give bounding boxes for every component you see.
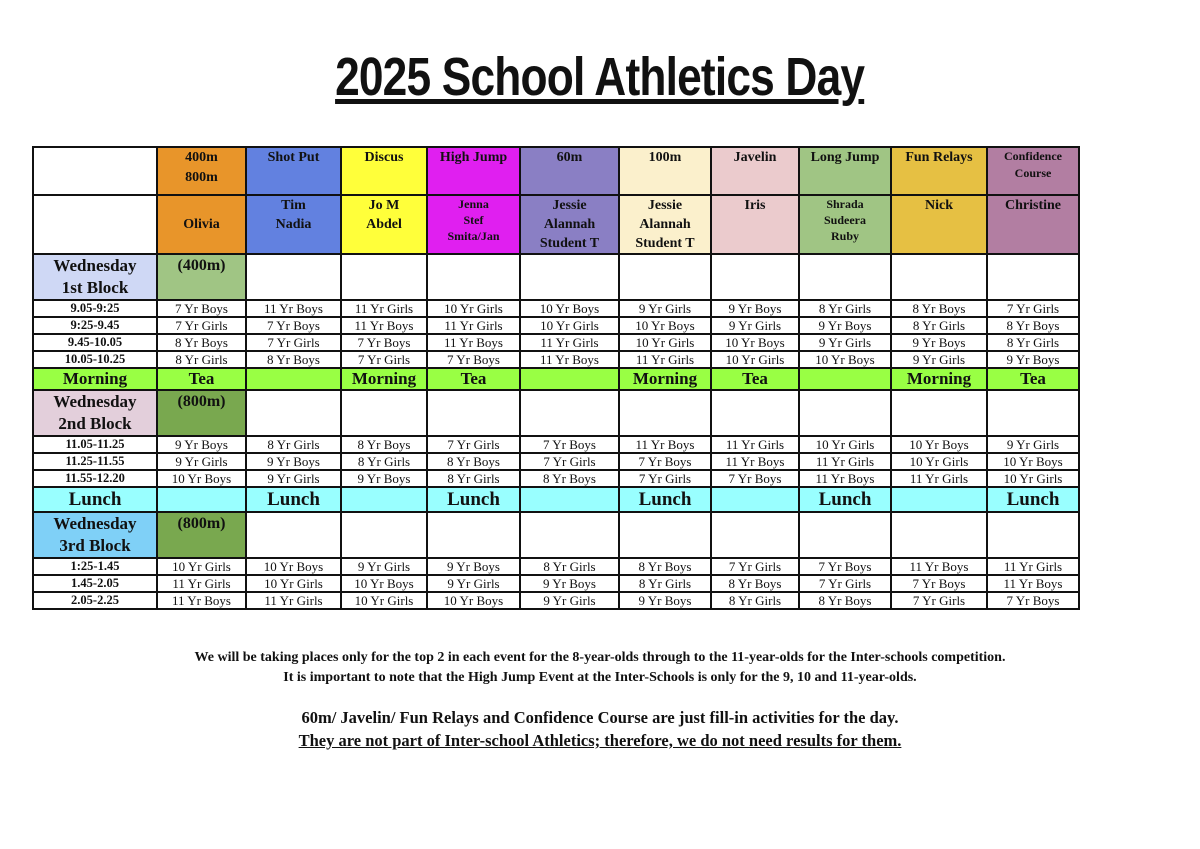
slot-group: 11 Yr Boys [157, 592, 246, 609]
slot-group: 7 Yr Boys [891, 575, 987, 592]
lunch-row [33, 487, 1079, 512]
morning-tea-cell: Tea [987, 368, 1079, 390]
note-line-2: It is important to note that the High Jump Event at the Inter-Schools is only for the 9, 10 and 11-year-olds. [283, 670, 917, 685]
empty-cell [246, 254, 341, 300]
empty-cell [341, 254, 427, 300]
empty-cell [427, 512, 520, 558]
slot-group: 11 Yr Boys [619, 436, 711, 453]
time-slot-row [33, 334, 1079, 351]
empty-cell [619, 254, 711, 300]
lunch-cell [891, 487, 987, 512]
block-header-row [33, 390, 1079, 436]
slot-group: 11 Yr Girls [619, 351, 711, 368]
slot-group: 10 Yr Boys [341, 575, 427, 592]
slot-group: 7 Yr Girls [341, 351, 427, 368]
slot-time: 9.45-10.05 [33, 334, 157, 351]
slot-group: 7 Yr Boys [246, 317, 341, 334]
empty-cell [711, 254, 799, 300]
slot-group: 10 Yr Boys [711, 334, 799, 351]
empty-cell [891, 254, 987, 300]
title-text: 2025 School Athletics Day [335, 47, 865, 107]
event-staff: Jenna Stef Smita/Jan [427, 195, 520, 254]
event-name: Javelin [711, 147, 799, 195]
empty-cell [246, 390, 341, 436]
block-label: Wednesday 2nd Block [33, 390, 157, 436]
slot-group: 9 Yr Boys [246, 453, 341, 470]
empty-cell [520, 390, 619, 436]
event-staff: Olivia [157, 195, 246, 254]
empty-cell [246, 512, 341, 558]
slot-group: 9 Yr Boys [891, 334, 987, 351]
slot-group: 8 Yr Boys [157, 334, 246, 351]
slot-group: 8 Yr Boys [711, 575, 799, 592]
slot-group: 7 Yr Girls [799, 575, 891, 592]
slot-group: 9 Yr Girls [157, 453, 246, 470]
slot-time: 2.05-2.25 [33, 592, 157, 609]
event-name: Fun Relays [891, 147, 987, 195]
slot-group: 8 Yr Girls [891, 317, 987, 334]
slot-group: 11 Yr Boys [341, 317, 427, 334]
slot-group: 10 Yr Girls [157, 558, 246, 575]
morning-tea-cell: Tea [427, 368, 520, 390]
event-staff: Jessie Alannah Student T [520, 195, 619, 254]
slot-group: 9 Yr Girls [799, 334, 891, 351]
slot-group: 10 Yr Girls [987, 470, 1079, 487]
event-header-row [33, 147, 1079, 195]
time-slot-row [33, 592, 1079, 609]
race-label: (800m) [157, 512, 246, 558]
time-slot-row [33, 317, 1079, 334]
event-staff: Nick [891, 195, 987, 254]
slot-group: 10 Yr Girls [341, 592, 427, 609]
slot-group: 7 Yr Boys [427, 351, 520, 368]
empty-cell [799, 390, 891, 436]
time-slot-row [33, 470, 1079, 487]
slot-group: 11 Yr Girls [891, 470, 987, 487]
slot-group: 10 Yr Girls [619, 334, 711, 351]
lunch-cell [157, 487, 246, 512]
event-staff: Christine [987, 195, 1079, 254]
lunch-cell: Lunch [427, 487, 520, 512]
slot-group: 9 Yr Boys [711, 300, 799, 317]
event-name: Long Jump [799, 147, 891, 195]
slot-group: 9 Yr Girls [711, 317, 799, 334]
slot-group: 9 Yr Boys [799, 317, 891, 334]
slot-group: 8 Yr Girls [157, 351, 246, 368]
empty-cell [341, 390, 427, 436]
slot-group: 7 Yr Girls [619, 470, 711, 487]
slot-group: 9 Yr Boys [619, 592, 711, 609]
race-label: (400m) [157, 254, 246, 300]
morning-tea-cell: Morning [891, 368, 987, 390]
slot-group: 8 Yr Girls [341, 453, 427, 470]
slot-group: 9 Yr Girls [520, 592, 619, 609]
event-staff: Iris [711, 195, 799, 254]
slot-group: 8 Yr Boys [341, 436, 427, 453]
empty-cell [891, 390, 987, 436]
slot-group: 11 Yr Boys [711, 453, 799, 470]
slot-group: 11 Yr Girls [711, 436, 799, 453]
note-line-4: They are not part of Inter-school Athletics; therefore, we do not need results for them. [298, 731, 902, 750]
slot-group: 9 Yr Girls [987, 436, 1079, 453]
event-name: Shot Put [246, 147, 341, 195]
slot-group: 8 Yr Boys [520, 470, 619, 487]
time-slot-row [33, 300, 1079, 317]
time-slot-row [33, 453, 1079, 470]
event-staff: Shrada Sudeera Ruby [799, 195, 891, 254]
slot-group: 8 Yr Boys [246, 351, 341, 368]
slot-group: 7 Yr Girls [246, 334, 341, 351]
note-line-1: We will be taking places only for the top 2 in each event for the 8-year-olds through to the 11-year-olds for the Inter-schools competition. [194, 650, 1006, 665]
slot-group: 10 Yr Boys [157, 470, 246, 487]
slot-group: 10 Yr Girls [891, 453, 987, 470]
slot-group: 9 Yr Girls [341, 558, 427, 575]
notes-top [0, 648, 1200, 688]
slot-group: 9 Yr Boys [157, 436, 246, 453]
block-header-row [33, 512, 1079, 558]
time-slot-row [33, 558, 1079, 575]
slot-group: 9 Yr Boys [341, 470, 427, 487]
slot-group: 10 Yr Boys [427, 592, 520, 609]
lunch-cell [520, 487, 619, 512]
event-name: Confidence Course [987, 147, 1079, 195]
slot-time: 9.05-9:25 [33, 300, 157, 317]
morning-tea-cell: Morning [341, 368, 427, 390]
notes-bottom [0, 706, 1200, 752]
event-staff: Jessie Alannah Student T [619, 195, 711, 254]
empty-cell [427, 390, 520, 436]
slot-group: 9 Yr Boys [427, 558, 520, 575]
empty-cell [711, 390, 799, 436]
slot-group: 8 Yr Boys [891, 300, 987, 317]
slot-group: 7 Yr Boys [157, 300, 246, 317]
morning-tea-row [33, 368, 1079, 390]
slot-group: 7 Yr Boys [987, 592, 1079, 609]
slot-group: 7 Yr Boys [520, 436, 619, 453]
slot-group: 11 Yr Girls [246, 592, 341, 609]
empty-cell [341, 512, 427, 558]
corner-cell [33, 147, 157, 195]
slot-group: 8 Yr Girls [987, 334, 1079, 351]
slot-group: 10 Yr Boys [520, 300, 619, 317]
slot-group: 8 Yr Girls [799, 300, 891, 317]
slot-group: 10 Yr Girls [799, 436, 891, 453]
slot-group: 7 Yr Boys [711, 470, 799, 487]
slot-group: 9 Yr Boys [987, 351, 1079, 368]
slot-group: 9 Yr Girls [619, 300, 711, 317]
empty-cell [619, 512, 711, 558]
slot-group: 10 Yr Boys [891, 436, 987, 453]
slot-group: 9 Yr Girls [246, 470, 341, 487]
slot-group: 11 Yr Boys [246, 300, 341, 317]
slot-group: 11 Yr Girls [341, 300, 427, 317]
slot-group: 8 Yr Boys [987, 317, 1079, 334]
slot-group: 11 Yr Girls [799, 453, 891, 470]
slot-group: 8 Yr Girls [246, 436, 341, 453]
slot-time: 10.05-10.25 [33, 351, 157, 368]
slot-group: 10 Yr Boys [619, 317, 711, 334]
slot-group: 8 Yr Boys [799, 592, 891, 609]
slot-time: 1.45-2.05 [33, 575, 157, 592]
event-staff: Jo M Abdel [341, 195, 427, 254]
empty-cell [427, 254, 520, 300]
slot-group: 9 Yr Boys [520, 575, 619, 592]
event-name: Discus [341, 147, 427, 195]
staff-row [33, 195, 1079, 254]
event-name: 400m 800m [157, 147, 246, 195]
slot-time: 1:25-1.45 [33, 558, 157, 575]
slot-group: 11 Yr Boys [799, 470, 891, 487]
slot-group: 7 Yr Boys [341, 334, 427, 351]
slot-group: 8 Yr Boys [619, 558, 711, 575]
note-line-3: 60m/ Javelin/ Fun Relays and Confidence Course are just fill-in activities for the day. [301, 708, 899, 727]
slot-group: 10 Yr Girls [711, 351, 799, 368]
slot-time: 9:25-9.45 [33, 317, 157, 334]
empty-cell [520, 512, 619, 558]
slot-group: 7 Yr Girls [711, 558, 799, 575]
slot-group: 7 Yr Boys [799, 558, 891, 575]
morning-tea-cell [799, 368, 891, 390]
slot-group: 11 Yr Girls [157, 575, 246, 592]
slot-group: 7 Yr Boys [619, 453, 711, 470]
lunch-cell [711, 487, 799, 512]
slot-group: 11 Yr Girls [987, 558, 1079, 575]
slot-time: 11.55-12.20 [33, 470, 157, 487]
slot-group: 9 Yr Girls [427, 575, 520, 592]
slot-group: 10 Yr Girls [427, 300, 520, 317]
slot-group: 10 Yr Girls [246, 575, 341, 592]
empty-cell [619, 390, 711, 436]
lunch-cell: Lunch [246, 487, 341, 512]
slot-group: 8 Yr Girls [520, 558, 619, 575]
race-label: (800m) [157, 390, 246, 436]
slot-group: 9 Yr Girls [891, 351, 987, 368]
event-staff: Tim Nadia [246, 195, 341, 254]
slot-group: 10 Yr Boys [246, 558, 341, 575]
time-slot-row [33, 351, 1079, 368]
lunch-cell: Lunch [987, 487, 1079, 512]
morning-tea-cell [246, 368, 341, 390]
slot-group: 7 Yr Girls [427, 436, 520, 453]
empty-cell [799, 254, 891, 300]
slot-group: 7 Yr Girls [520, 453, 619, 470]
slot-group: 11 Yr Boys [520, 351, 619, 368]
slot-group: 7 Yr Girls [157, 317, 246, 334]
slot-time: 11.25-11.55 [33, 453, 157, 470]
slot-time: 11.05-11.25 [33, 436, 157, 453]
empty-cell [711, 512, 799, 558]
slot-group: 11 Yr Girls [427, 317, 520, 334]
slot-group: 7 Yr Girls [987, 300, 1079, 317]
slot-group: 7 Yr Girls [891, 592, 987, 609]
slot-group: 8 Yr Girls [427, 470, 520, 487]
morning-tea-cell: Tea [711, 368, 799, 390]
event-name: 60m [520, 147, 619, 195]
slot-group: 11 Yr Girls [520, 334, 619, 351]
lunch-cell [341, 487, 427, 512]
empty-cell [987, 390, 1079, 436]
lunch-cell: Lunch [799, 487, 891, 512]
slot-group: 10 Yr Boys [987, 453, 1079, 470]
morning-tea-cell [520, 368, 619, 390]
slot-group: 11 Yr Boys [427, 334, 520, 351]
block-label: Wednesday 3rd Block [33, 512, 157, 558]
page-title [0, 46, 1200, 108]
slot-group: 11 Yr Boys [891, 558, 987, 575]
morning-tea-cell: Morning [619, 368, 711, 390]
slot-group: 10 Yr Girls [520, 317, 619, 334]
slot-group: 8 Yr Boys [427, 453, 520, 470]
event-name: 100m [619, 147, 711, 195]
slot-group: 10 Yr Boys [799, 351, 891, 368]
block-header-row [33, 254, 1079, 300]
morning-tea-cell: Morning [33, 368, 157, 390]
empty-cell [520, 254, 619, 300]
slot-group: 8 Yr Girls [619, 575, 711, 592]
lunch-cell: Lunch [33, 487, 157, 512]
time-slot-row [33, 575, 1079, 592]
slot-group: 11 Yr Boys [987, 575, 1079, 592]
lunch-cell: Lunch [619, 487, 711, 512]
empty-cell [891, 512, 987, 558]
morning-tea-cell: Tea [157, 368, 246, 390]
empty-cell [799, 512, 891, 558]
empty-cell [987, 512, 1079, 558]
time-slot-row [33, 436, 1079, 453]
block-label: Wednesday 1st Block [33, 254, 157, 300]
empty-cell [987, 254, 1079, 300]
slot-group: 8 Yr Girls [711, 592, 799, 609]
schedule-table [32, 146, 1080, 610]
event-name: High Jump [427, 147, 520, 195]
corner-cell [33, 195, 157, 254]
